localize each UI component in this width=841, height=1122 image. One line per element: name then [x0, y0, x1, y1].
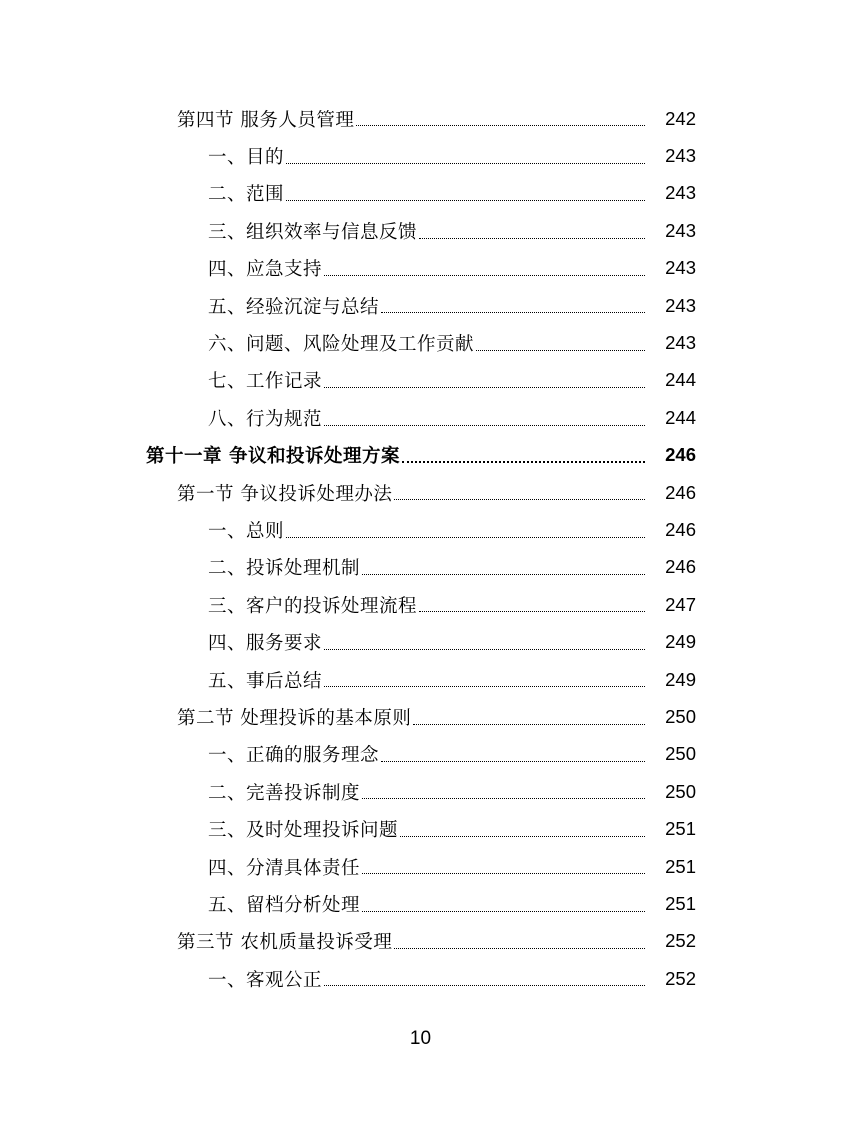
toc-item-entry[interactable] [0, 773, 841, 810]
toc-entry-page: 243 [665, 219, 696, 241]
toc-entry-title: 七、工作记录 [208, 371, 323, 393]
toc-entry-page: 250 [665, 705, 696, 727]
toc-entry-page: 243 [665, 145, 696, 167]
toc-entry-page: 246 [665, 556, 696, 578]
dot-leader [419, 237, 645, 239]
toc-item-entry[interactable] [0, 586, 841, 623]
toc-entry-page: 251 [665, 818, 696, 840]
toc-entry-title: 三、及时处理投诉问题 [208, 820, 399, 842]
toc-item-entry[interactable] [0, 623, 841, 660]
page-number: 10 [409, 1028, 432, 1049]
toc-entry-title: 第一节 争议投诉处理办法 [177, 483, 393, 505]
toc-entry-page: 246 [665, 518, 696, 540]
toc-entry-page: 251 [665, 855, 696, 877]
dot-leader [362, 797, 645, 799]
toc-entry-title: 三、组织效率与信息反馈 [208, 221, 418, 243]
toc-item-entry[interactable] [0, 848, 841, 885]
toc-item-entry[interactable] [0, 212, 841, 249]
dot-leader [356, 124, 645, 126]
toc-entry-page: 247 [665, 593, 696, 615]
dot-leader [394, 947, 645, 949]
toc-entry-title: 五、留档分析处理 [208, 894, 361, 916]
toc-entry-page: 243 [665, 257, 696, 279]
toc-entry-page: 252 [665, 930, 696, 952]
toc-entry-title: 一、客观公正 [208, 969, 323, 991]
dot-leader [362, 910, 645, 912]
toc-entry-title: 第十一章 争议和投诉处理方案 [146, 446, 400, 468]
toc-item-entry[interactable] [0, 810, 841, 847]
toc-entry-title: 三、客户的投诉处理流程 [208, 595, 418, 617]
dot-leader [324, 984, 645, 986]
toc-item-entry[interactable] [0, 137, 841, 174]
dot-leader [381, 311, 645, 313]
toc-section-entry[interactable] [0, 923, 841, 960]
dot-leader [324, 424, 645, 426]
toc-entry-title: 一、正确的服务理念 [208, 745, 380, 767]
toc-section-entry[interactable] [0, 100, 841, 137]
toc-entry-page: 246 [665, 481, 696, 503]
dot-leader [286, 199, 645, 201]
toc-section-entry[interactable] [0, 698, 841, 735]
toc-entry-title: 第三节 农机质量投诉受理 [177, 932, 393, 954]
toc-entry-page: 251 [665, 892, 696, 914]
toc-item-entry[interactable] [0, 736, 841, 773]
dot-leader [286, 162, 645, 164]
toc-entry-page: 244 [665, 406, 696, 428]
dot-leader [324, 386, 645, 388]
toc-entry-page: 249 [665, 631, 696, 653]
dot-leader [419, 610, 645, 612]
toc-entry-title: 第二节 处理投诉的基本原则 [177, 707, 412, 729]
toc-entry-title: 二、投诉处理机制 [208, 558, 361, 580]
toc-item-entry[interactable] [0, 175, 841, 212]
toc-entry-title: 第四节 服务人员管理 [177, 109, 355, 131]
toc-item-entry[interactable] [0, 287, 841, 324]
toc-entry-title: 六、问题、风险处理及工作贡献 [208, 334, 475, 356]
toc-section-entry[interactable] [0, 474, 841, 511]
toc-entry-page: 242 [665, 107, 696, 129]
toc-entry-page: 243 [665, 294, 696, 316]
toc-item-entry[interactable] [0, 511, 841, 548]
toc-item-entry[interactable] [0, 324, 841, 361]
dot-leader [362, 872, 645, 874]
table-of-contents [0, 100, 841, 997]
toc-entry-title: 一、目的 [208, 147, 285, 169]
toc-entry-title: 八、行为规范 [208, 408, 323, 430]
dot-leader [324, 274, 645, 276]
dot-leader [324, 685, 645, 687]
dot-leader [362, 573, 645, 575]
toc-item-entry[interactable] [0, 399, 841, 436]
dot-leader [394, 498, 645, 500]
toc-entry-page: 252 [665, 967, 696, 989]
toc-item-entry[interactable] [0, 549, 841, 586]
toc-entry-title: 二、范围 [208, 184, 285, 206]
toc-entry-page: 243 [665, 332, 696, 354]
toc-item-entry[interactable] [0, 661, 841, 698]
dot-leader [400, 835, 645, 837]
toc-item-entry[interactable] [0, 250, 841, 287]
toc-item-entry[interactable] [0, 362, 841, 399]
toc-entry-title: 四、服务要求 [208, 633, 323, 655]
dot-leader [381, 760, 645, 762]
toc-entry-page: 246 [665, 444, 696, 466]
toc-entry-title: 五、事后总结 [208, 670, 323, 692]
toc-entry-page: 249 [665, 668, 696, 690]
dot-leader [413, 723, 645, 725]
dot-leader [476, 349, 645, 351]
toc-entry-title: 二、完善投诉制度 [208, 782, 361, 804]
toc-entry-title: 四、分清具体责任 [208, 857, 361, 879]
toc-item-entry[interactable] [0, 885, 841, 922]
dot-leader [402, 460, 645, 463]
toc-entry-page: 244 [665, 369, 696, 391]
toc-entry-page: 250 [665, 743, 696, 765]
dot-leader [286, 536, 645, 538]
toc-entry-page: 250 [665, 780, 696, 802]
dot-leader [324, 648, 645, 650]
toc-entry-title: 五、经验沉淀与总结 [208, 296, 380, 318]
toc-chapter-entry[interactable] [0, 437, 841, 474]
toc-item-entry[interactable] [0, 960, 841, 997]
toc-entry-title: 一、总则 [208, 520, 285, 542]
toc-entry-page: 243 [665, 182, 696, 204]
toc-entry-title: 四、应急支持 [208, 259, 323, 281]
